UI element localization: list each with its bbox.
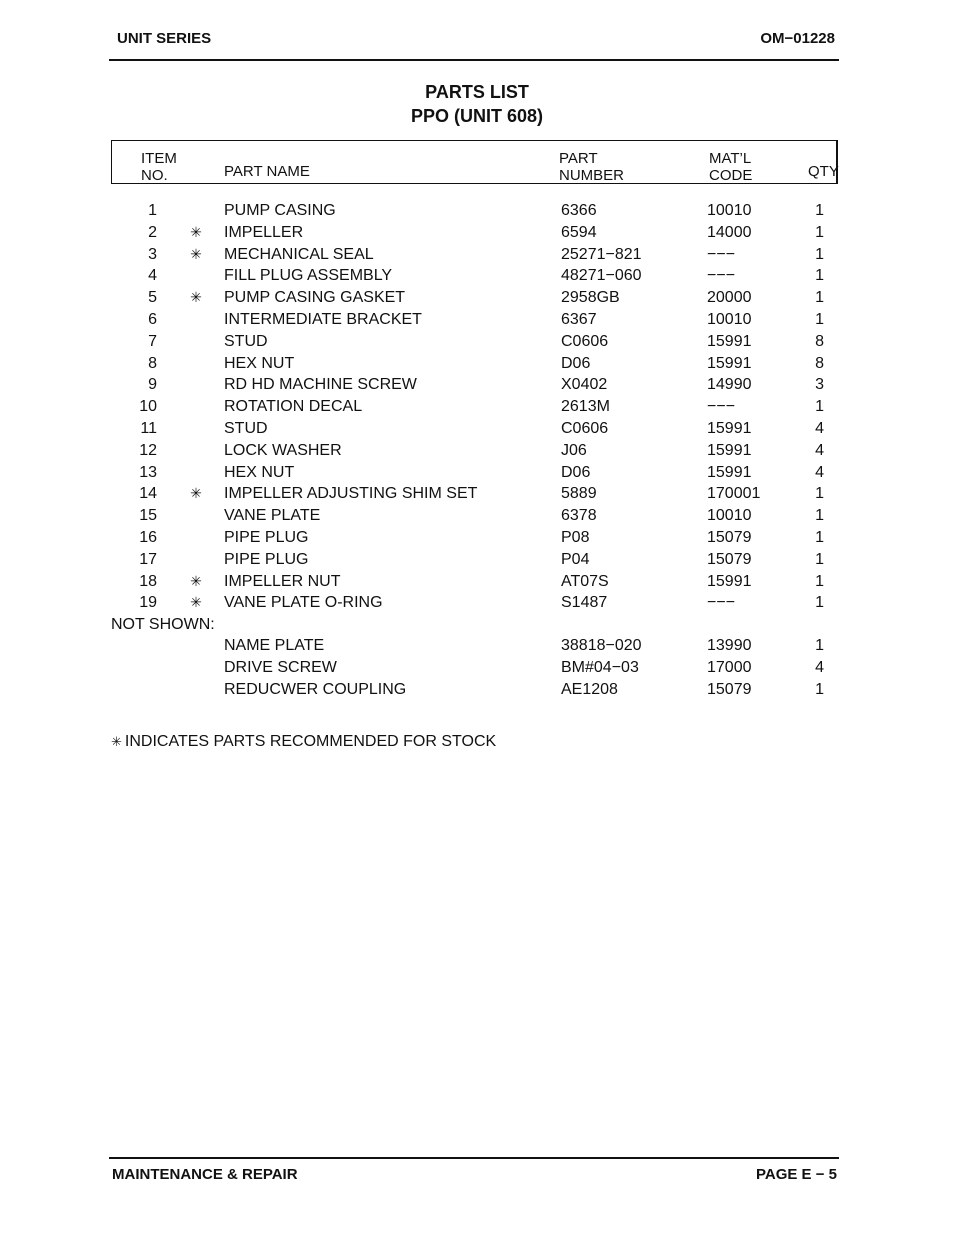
col-part-name: PART NAME xyxy=(224,163,310,180)
part-name: VANE PLATE O-RING xyxy=(224,594,383,612)
col-mat-line1: MAT’L xyxy=(709,150,752,167)
part-number: D06 xyxy=(561,463,591,481)
table-row xyxy=(0,267,954,289)
header-series: UNIT SERIES xyxy=(117,30,212,47)
quantity: 1 xyxy=(815,485,824,503)
footer-rule xyxy=(109,1157,839,1159)
part-name: LOCK WASHER xyxy=(224,441,342,459)
part-name: IMPELLER xyxy=(224,223,304,241)
col-qty: QTY xyxy=(808,163,839,180)
part-number: AT07S xyxy=(561,572,609,590)
material-code: 15991 xyxy=(707,354,752,372)
part-number: 6367 xyxy=(561,311,597,328)
part-number: 2958GB xyxy=(561,289,620,307)
material-code: 10010 xyxy=(707,311,752,328)
part-name: IMPELLER ADJUSTING SHIM SET xyxy=(224,485,478,503)
stock-note-text: INDICATES PARTS RECOMMENDED FOR STOCK xyxy=(124,733,497,750)
part-number: 5889 xyxy=(561,485,597,503)
stock-star-icon: ✳ xyxy=(190,572,202,589)
part-name: PUMP CASING GASKET xyxy=(224,289,406,307)
material-code: 15991 xyxy=(707,441,752,459)
part-number: C0606 xyxy=(561,420,609,437)
part-number: 2613M xyxy=(561,398,610,416)
part-number: S1487 xyxy=(561,594,608,612)
col-part-line2: NUMBER xyxy=(559,167,625,184)
material-code: −−− xyxy=(707,267,736,285)
stock-star-icon: ✳ xyxy=(190,485,202,502)
not-shown-label: NOT SHOWN: xyxy=(111,616,215,633)
part-name: DRIVE SCREW xyxy=(224,658,337,676)
item-number: 2 xyxy=(148,223,157,241)
quantity: 3 xyxy=(815,376,824,394)
stock-note xyxy=(111,733,496,751)
material-code: 15991 xyxy=(707,463,752,481)
item-number: 12 xyxy=(139,441,157,459)
quantity: 1 xyxy=(815,289,824,307)
quantity: 1 xyxy=(815,311,824,328)
table-row xyxy=(0,376,954,398)
quantity: 4 xyxy=(815,463,824,481)
table-row xyxy=(0,637,954,659)
quantity: 1 xyxy=(815,637,824,654)
part-number: X0402 xyxy=(561,376,608,394)
part-number: 6378 xyxy=(561,507,597,525)
table-row xyxy=(0,202,954,224)
part-name: PIPE PLUG xyxy=(224,550,309,568)
material-code: 14990 xyxy=(707,376,752,394)
table-row xyxy=(0,333,954,355)
part-number: D06 xyxy=(561,354,591,372)
stock-star-icon: ✳ xyxy=(190,245,202,262)
part-name: PUMP CASING xyxy=(224,202,336,219)
part-name: STUD xyxy=(224,420,268,437)
table-row xyxy=(0,289,954,311)
item-number: 18 xyxy=(139,572,157,590)
item-number: 19 xyxy=(139,594,157,612)
material-code: 15079 xyxy=(707,680,752,698)
material-code: 14000 xyxy=(707,223,752,241)
item-number: 4 xyxy=(148,267,157,285)
material-code: −−− xyxy=(707,245,736,263)
item-number: 17 xyxy=(139,550,157,568)
item-number: 7 xyxy=(148,332,157,350)
material-code: −−− xyxy=(707,594,736,612)
quantity: 1 xyxy=(815,507,824,525)
table-row xyxy=(0,464,954,486)
part-name: FILL PLUG ASSEMBLY xyxy=(224,267,393,285)
material-code: 10010 xyxy=(707,507,752,525)
part-name: INTERMEDIATE BRACKET xyxy=(224,311,422,328)
table-row xyxy=(0,507,954,529)
material-code: 15079 xyxy=(707,529,752,546)
part-number: 25271−821 xyxy=(561,245,642,263)
table-row xyxy=(0,594,954,616)
stock-star-icon: ✳ xyxy=(190,223,202,240)
material-code: 15079 xyxy=(707,550,752,568)
part-number: P04 xyxy=(561,550,590,568)
part-name: ROTATION DECAL xyxy=(224,398,363,416)
part-number: J06 xyxy=(561,441,587,459)
item-number: 15 xyxy=(139,507,157,525)
col-mat-line2: CODE xyxy=(709,167,753,184)
quantity: 1 xyxy=(815,223,824,241)
material-code: 15991 xyxy=(707,332,752,350)
part-name: MECHANICAL SEAL xyxy=(224,245,374,263)
stock-star-icon: ✳ xyxy=(190,289,202,306)
item-number: 10 xyxy=(139,398,157,416)
material-code: 15991 xyxy=(707,420,752,437)
page-title: PARTS LIST xyxy=(425,82,529,102)
part-name: RD HD MACHINE SCREW xyxy=(224,376,417,394)
col-item-line1: ITEM xyxy=(141,150,177,167)
part-number: 6366 xyxy=(561,202,597,219)
quantity: 1 xyxy=(815,594,824,612)
item-number: 8 xyxy=(148,354,157,372)
table-row xyxy=(0,659,954,681)
quantity: 8 xyxy=(815,332,824,350)
part-number: 38818−020 xyxy=(561,637,642,654)
material-code: 15991 xyxy=(707,572,752,590)
table-row xyxy=(0,442,954,464)
table-row xyxy=(0,420,954,442)
col-part-line1: PART xyxy=(559,150,598,167)
header-rule xyxy=(109,59,839,61)
quantity: 4 xyxy=(815,658,824,676)
quantity: 4 xyxy=(815,441,824,459)
part-name: REDUCWER COUPLING xyxy=(224,680,407,698)
part-name: PIPE PLUG xyxy=(224,529,309,546)
part-number: 6594 xyxy=(561,223,597,241)
material-code: 13990 xyxy=(707,637,752,654)
footer-page-number: PAGE E − 5 xyxy=(755,1166,837,1183)
table-row xyxy=(0,311,954,333)
quantity: 1 xyxy=(815,572,824,590)
table-row xyxy=(0,529,954,551)
header-doc-number: OM−01228 xyxy=(760,30,835,47)
item-number: 11 xyxy=(140,420,157,437)
table-row xyxy=(0,681,954,703)
quantity: 1 xyxy=(815,202,824,219)
table-row xyxy=(0,246,954,268)
part-name: NAME PLATE xyxy=(224,637,325,654)
part-number: C0606 xyxy=(561,332,609,350)
table-row xyxy=(0,355,954,377)
part-name: STUD xyxy=(224,332,268,350)
item-number: 16 xyxy=(139,529,157,546)
item-number: 9 xyxy=(148,376,157,394)
part-name: IMPELLER NUT xyxy=(224,572,341,590)
quantity: 8 xyxy=(815,354,824,372)
part-number: BM#04−03 xyxy=(561,658,639,676)
item-number: 3 xyxy=(148,245,157,263)
material-code: −−− xyxy=(707,398,736,416)
footer-section: MAINTENANCE & REPAIR xyxy=(112,1166,298,1183)
quantity: 1 xyxy=(815,550,824,568)
part-name: VANE PLATE xyxy=(224,507,321,525)
part-name: HEX NUT xyxy=(224,354,295,372)
table-row xyxy=(0,398,954,420)
quantity: 4 xyxy=(815,420,824,437)
quantity: 1 xyxy=(815,680,824,698)
item-number: 1 xyxy=(148,202,157,219)
item-number: 14 xyxy=(139,485,157,503)
quantity: 1 xyxy=(815,398,824,416)
stock-star-icon: ✳ xyxy=(190,594,202,611)
asterisk-icon: ✳ xyxy=(111,734,122,749)
quantity: 1 xyxy=(815,245,824,263)
part-number: AE1208 xyxy=(561,680,618,698)
part-number: P08 xyxy=(561,529,590,546)
part-number: 48271−060 xyxy=(561,267,642,285)
table-row xyxy=(0,485,954,507)
item-number: 5 xyxy=(148,289,157,307)
part-name: HEX NUT xyxy=(224,463,295,481)
material-code: 17000 xyxy=(707,658,752,676)
material-code: 10010 xyxy=(707,202,752,219)
table-row xyxy=(0,224,954,246)
page-subtitle: PPO (UNIT 608) xyxy=(410,106,544,126)
quantity: 1 xyxy=(815,529,824,546)
quantity: 1 xyxy=(815,267,824,285)
item-number: 13 xyxy=(139,463,157,481)
material-code: 170001 xyxy=(707,485,761,503)
item-number: 6 xyxy=(148,311,157,328)
table-row xyxy=(0,573,954,595)
table-row xyxy=(0,551,954,573)
col-item-line2: NO. xyxy=(141,167,168,184)
material-code: 20000 xyxy=(707,289,752,307)
